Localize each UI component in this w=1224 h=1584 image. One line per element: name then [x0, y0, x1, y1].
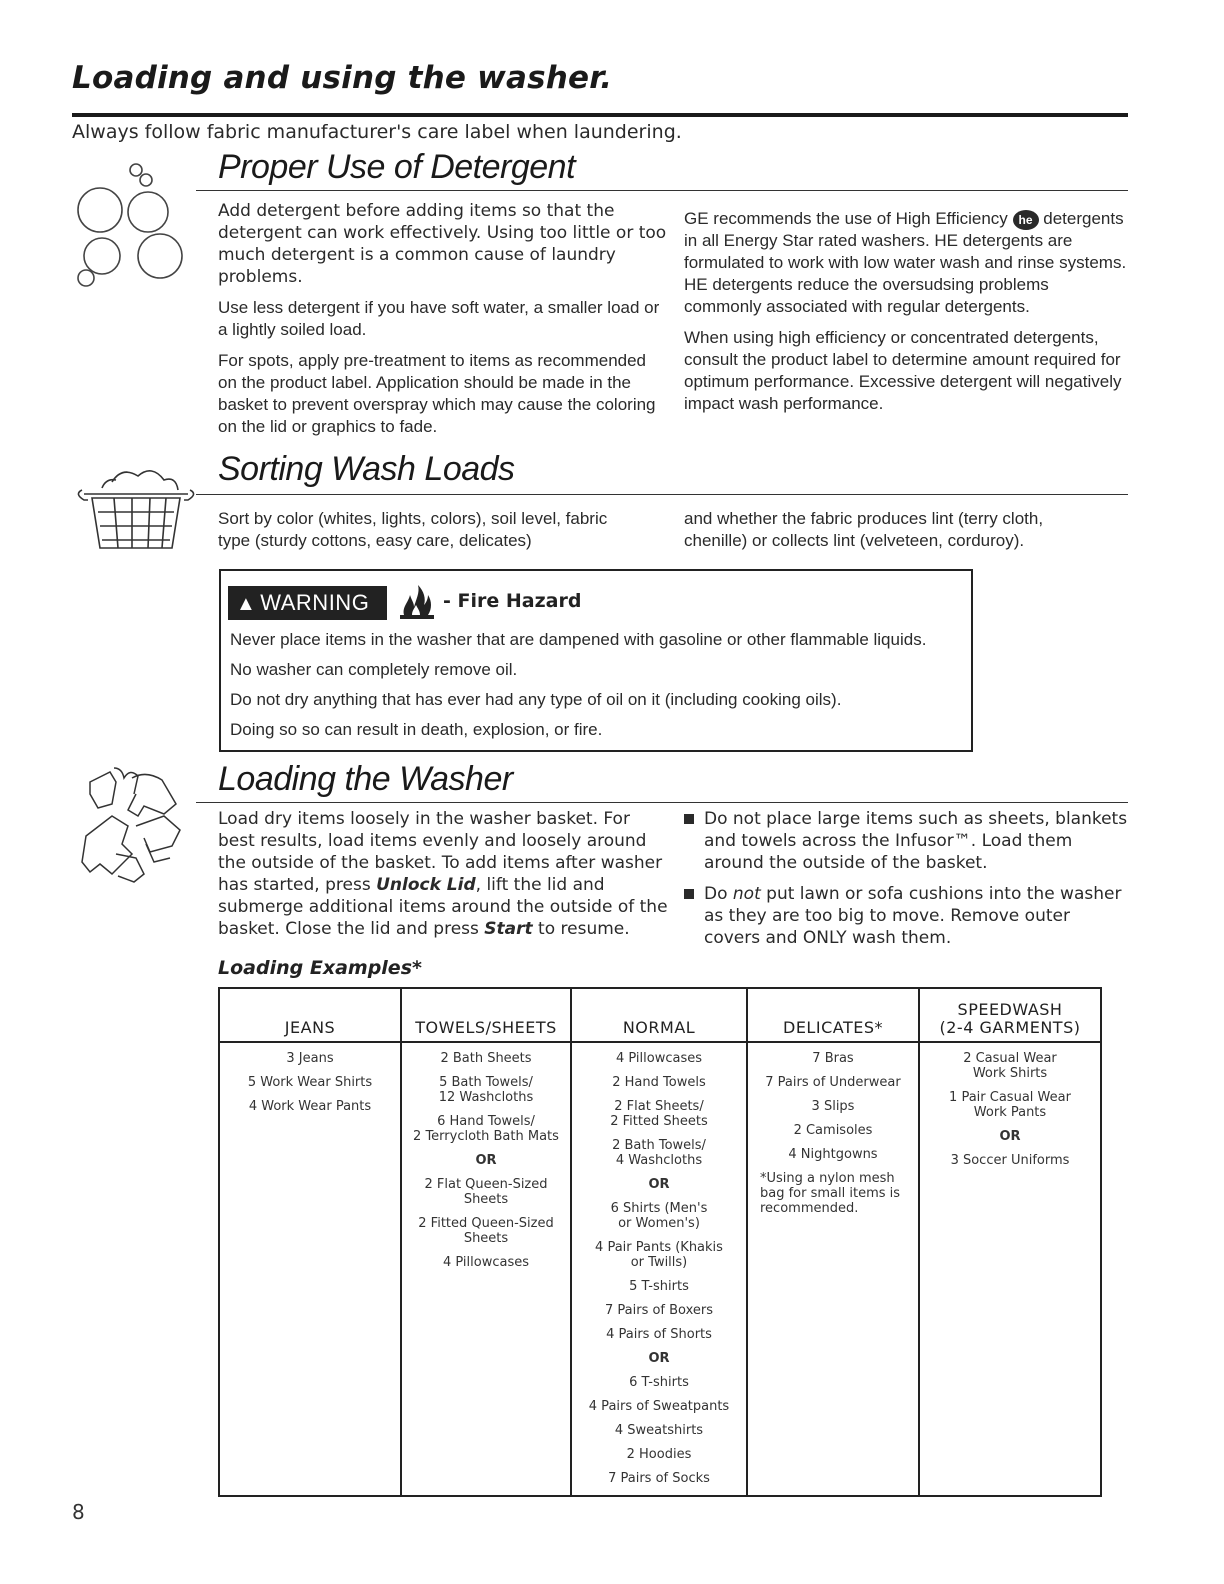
load-item: 4 Pillowcases [442, 1255, 530, 1270]
load-item: 4 Work Wear Pants [248, 1099, 372, 1114]
loading-examples-title: Loading Examples* [218, 957, 422, 979]
load-item: 2 Bath Sheets [440, 1051, 532, 1066]
examples-cell [747, 1042, 919, 1496]
unlock-lid-label: Unlock Lid [376, 875, 476, 895]
bullet-text: Do not place large items such as sheets, blankets and towels across the Infusor™. Load them around the outside of the basket. [704, 809, 1128, 873]
clothes-pile-icon [76, 762, 204, 890]
loading-heading: Loading the Washer [218, 760, 513, 798]
warning-line: Never place items in the washer that are dampened with gasoline or other flammable liquids. [230, 630, 927, 649]
loading-examples-table [218, 987, 1102, 1497]
fire-icon [396, 583, 438, 621]
page-number: 8 [72, 1500, 85, 1524]
load-item: 4 Sweatshirts [614, 1423, 704, 1438]
fire-hazard-label: - Fire Hazard [443, 590, 582, 612]
loading-text: , lift the lid and submerge additional items around the outside of the basket. Close the lid and press [218, 875, 668, 939]
load-item: 2 Flat Queen-Sized Sheets [424, 1177, 548, 1207]
bullet-text: put lawn or sofa cushions into the washer as they are too big to move. Remove outer covers and ONLY wash them. [704, 884, 1122, 948]
or-separator: OR [999, 1129, 1021, 1144]
load-item: 3 Soccer Uniforms [950, 1153, 1070, 1168]
load-item: 7 Bras [812, 1051, 854, 1066]
load-item: 3 Slips [811, 1099, 855, 1114]
load-item: 2 Camisoles [793, 1123, 873, 1138]
examples-cell [219, 1042, 401, 1496]
load-item: 7 Pairs of Boxers [604, 1303, 714, 1318]
load-item: 2 Hand Towels [612, 1075, 706, 1090]
load-item: 5 Work Wear Shirts [247, 1075, 373, 1090]
load-item: 2 Fitted Queen-Sized Sheets [418, 1216, 554, 1246]
warning-line: Doing so so can result in death, explosion, or fire. [230, 720, 603, 739]
load-item: 5 T-shirts [629, 1279, 689, 1294]
warning-lines [230, 629, 926, 749]
he-logo-icon: he [1013, 210, 1039, 230]
page-subtitle: Always follow fabric manufacturer's care label when laundering. [72, 121, 682, 143]
warning-line: No washer can completely remove oil. [230, 660, 518, 679]
loading-bullets [682, 808, 1128, 958]
bullet-emphasis: not [732, 884, 761, 904]
examples-cell [401, 1042, 571, 1496]
bullet-item [682, 883, 1128, 949]
bullet-square-icon [684, 889, 694, 899]
loading-instructions [218, 808, 668, 940]
load-item: 2 Casual Wear Work Shirts [963, 1051, 1057, 1081]
load-item: 4 Pillowcases [615, 1051, 703, 1066]
loading-text: to resume. [538, 919, 630, 939]
load-item: 1 Pair Casual Wear Work Pants [949, 1090, 1071, 1120]
loading-text: Load dry items loosely in the washer basket. For best results, load items evenly and loosely around the outside of the basket. To add items after washer has started, press [218, 809, 663, 895]
load-item: 6 Shirts (Men's or Women's) [610, 1201, 708, 1231]
or-separator: OR [475, 1153, 497, 1168]
bullet-square-icon [684, 814, 694, 824]
sorting-right-text: and whether the fabric produces lint (terry cloth, chenille) or collects lint (velveteen, corduroy). [684, 509, 1044, 550]
load-item: 4 Pairs of Shorts [606, 1327, 712, 1342]
or-separator: OR [648, 1177, 670, 1192]
warning-label-text: WARNING [260, 590, 370, 615]
loading-divider [196, 802, 1128, 803]
detergent-left-column [218, 200, 668, 447]
warning-triangle-icon: ▲ [236, 593, 257, 615]
load-item: 2 Flat Sheets/ 2 Fitted Sheets [610, 1099, 708, 1129]
load-item: 4 Pairs of Sweatpants [588, 1399, 730, 1414]
table-row [219, 1042, 1101, 1496]
load-item: 6 T-shirts [629, 1375, 689, 1390]
column-header: DELICATES* [747, 988, 919, 1042]
table-header-row [219, 988, 1101, 1042]
detergent-right-column [684, 208, 1128, 424]
column-header: TOWELS/SHEETS [401, 988, 571, 1042]
sorting-divider [196, 494, 1128, 495]
bullet-text: Do [704, 884, 728, 904]
load-item: 5 Bath Towels/ 12 Washcloths [438, 1075, 534, 1105]
load-item: *Using a nylon mesh bag for small items is recommended. [760, 1171, 901, 1216]
warning-line: Do not dry anything that has ever had any type of oil on it (including cooking oils). [230, 690, 842, 709]
he-recommendation-text-cont: detergents in all Energy Star rated washers. HE detergents are formulated to work with low water wash and rinse systems. HE detergents reduce the oversudsing problems commonly associated with regular detergents. [684, 209, 1127, 316]
bullet-item [682, 808, 1128, 874]
load-item: 2 Bath Towels/ 4 Washcloths [612, 1138, 706, 1168]
column-header: SPEEDWASH (2-4 GARMENTS) [919, 988, 1101, 1042]
he-recommendation-text: GE recommends the use of High Efficiency [684, 209, 1008, 228]
start-label: Start [484, 919, 533, 939]
title-divider [72, 113, 1128, 117]
load-item: 3 Jeans [286, 1051, 334, 1066]
examples-cell [571, 1042, 747, 1496]
column-header: JEANS [219, 988, 401, 1042]
or-separator: OR [648, 1351, 670, 1366]
page-title: Loading and using the washer. [72, 60, 613, 96]
sorting-left-text: Sort by color (whites, lights, colors), soil level, fabric type (sturdy cottons, easy care, delicates) [218, 509, 608, 550]
detergent-paragraph: For spots, apply pre-treatment to items as recommended on the product label. Application should be made in the basket to prevent overspray which may cause the coloring on the lid or graphics to fade. [218, 351, 656, 436]
detergent-heading: Proper Use of Detergent [218, 148, 576, 186]
detergent-paragraph: When using high efficiency or concentrated detergents, consult the product label to determine amount required for optimum performance. Excessive detergent will negatively impact wash performance. [684, 328, 1122, 413]
detergent-paragraph: Add detergent before adding items so that the detergent can work effectively. Using too little or too much detergent is a common cause of laundry problems. [218, 201, 667, 287]
sorting-heading: Sorting Wash Loads [218, 450, 515, 488]
bubbles-icon [74, 160, 194, 290]
warning-label [228, 586, 387, 620]
he-recommendation-paragraph [684, 208, 1128, 318]
column-header: NORMAL [571, 988, 747, 1042]
load-item: 4 Nightgowns [788, 1147, 878, 1162]
fire-hazard-warning [219, 569, 973, 752]
laundry-basket-icon [72, 462, 200, 554]
examples-cell [919, 1042, 1101, 1496]
load-item: 7 Pairs of Underwear [765, 1075, 901, 1090]
load-item: 7 Pairs of Socks [608, 1471, 710, 1486]
detergent-divider [196, 190, 1128, 191]
detergent-paragraph: Use less detergent if you have soft water, a smaller load or a lightly soiled load. [218, 298, 660, 339]
load-item: 2 Hoodies [626, 1447, 692, 1462]
load-item: 6 Hand Towels/ 2 Terrycloth Bath Mats [413, 1114, 559, 1144]
load-item: 4 Pair Pants (Khakis or Twills) [595, 1240, 723, 1270]
